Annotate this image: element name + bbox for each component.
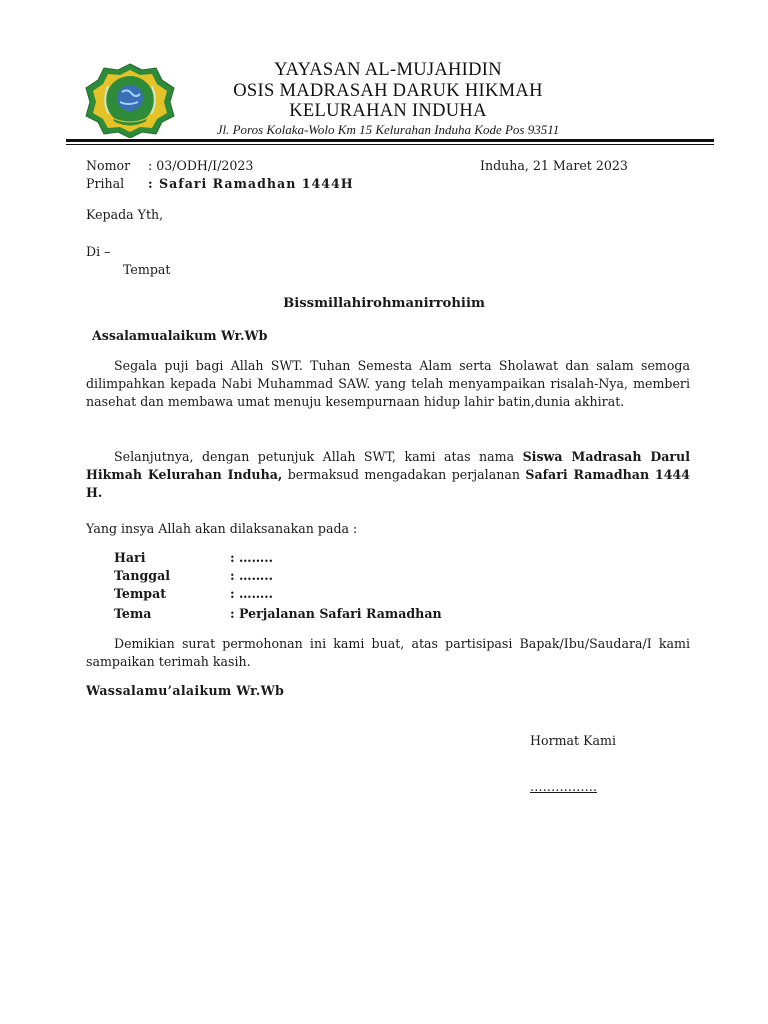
schedule-value: : ……..: [230, 550, 273, 565]
nomor-value: : 03/ODH/I/2023: [148, 158, 254, 173]
paragraph-opening: [86, 357, 690, 412]
paragraph-purpose: [86, 448, 690, 503]
header-rule-thin: [66, 144, 714, 145]
org-name-line1: YAYASAN AL-MUJAHIDIN: [274, 60, 502, 80]
bismillah-heading: Bissmillahirohmanirrohiim: [283, 296, 485, 311]
org-address: Jl. Poros Kolaka-Wolo Km 15 Kelurahan Induha Kode Pos 93511: [216, 122, 560, 137]
paragraph-opening-text: Segala puji bagi Allah SWT. Tuhan Semesta Alam serta Sholawat dan salam semoga dilimpahkan kepada Nabi Muhammad SAW. yang telah menyampaikan risalah-Nya, memberi nasehat dan membawa umat menuju kesempurnaan hidup lahir batin,dunia akhirat.: [86, 358, 690, 410]
schedule-intro: Yang insya Allah akan dilaksanakan pada :: [86, 521, 358, 536]
madrasah-logo: [84, 62, 176, 138]
paragraph-closing: [86, 635, 690, 671]
purpose-text-org: Siswa Madrasah Darul Hikmah Kelurahan Induha,: [86, 449, 690, 483]
schedule-value: : ……..: [230, 568, 273, 583]
recipient-tempat: Tempat: [123, 262, 171, 277]
schedule-key: Tanggal: [114, 568, 171, 583]
purpose-text-a: Selanjutnya, dengan petunjuk Allah SWT, kami atas nama: [114, 449, 523, 464]
header-rule-thick: [66, 139, 714, 142]
salam-opening: Assalamualaikum Wr.Wb: [92, 328, 268, 343]
purpose-text-event: Safari Ramadhan 1444 H.: [86, 467, 690, 501]
prihal-value: : Safari Ramadhan 1444H: [148, 176, 354, 191]
schedule-key: Hari: [114, 550, 146, 565]
schedule-key: Tema: [114, 606, 152, 621]
letter-date: Induha, 21 Maret 2023: [480, 158, 628, 173]
schedule-value: : ……..: [230, 586, 273, 601]
paragraph-closing-text: Demikian surat permohonan ini kami buat, atas partisipasi Bapak/Ibu/Saudara/I kami sampaikan terimah kasih.: [86, 636, 690, 670]
signature-hormat: Hormat Kami: [530, 733, 616, 748]
nomor-label: Nomor: [86, 158, 131, 173]
prihal-label: Prihal: [86, 176, 125, 191]
org-name-line2: OSIS MADRASAH DARUK HIKMAH: [233, 81, 543, 101]
purpose-text-c: bermaksud mengadakan perjalanan: [282, 467, 526, 483]
salam-closing: Wassalamu’alaikum Wr.Wb: [86, 683, 285, 698]
signature-name-line: …………….: [530, 779, 597, 794]
recipient-di: Di –: [86, 244, 111, 259]
org-name-line3: KELURAHAN INDUHA: [289, 101, 487, 121]
recipient-kepada: Kepada Yth,: [86, 207, 164, 222]
schedule-value: : Perjalanan Safari Ramadhan: [230, 606, 442, 621]
schedule-key: Tempat: [114, 586, 167, 601]
